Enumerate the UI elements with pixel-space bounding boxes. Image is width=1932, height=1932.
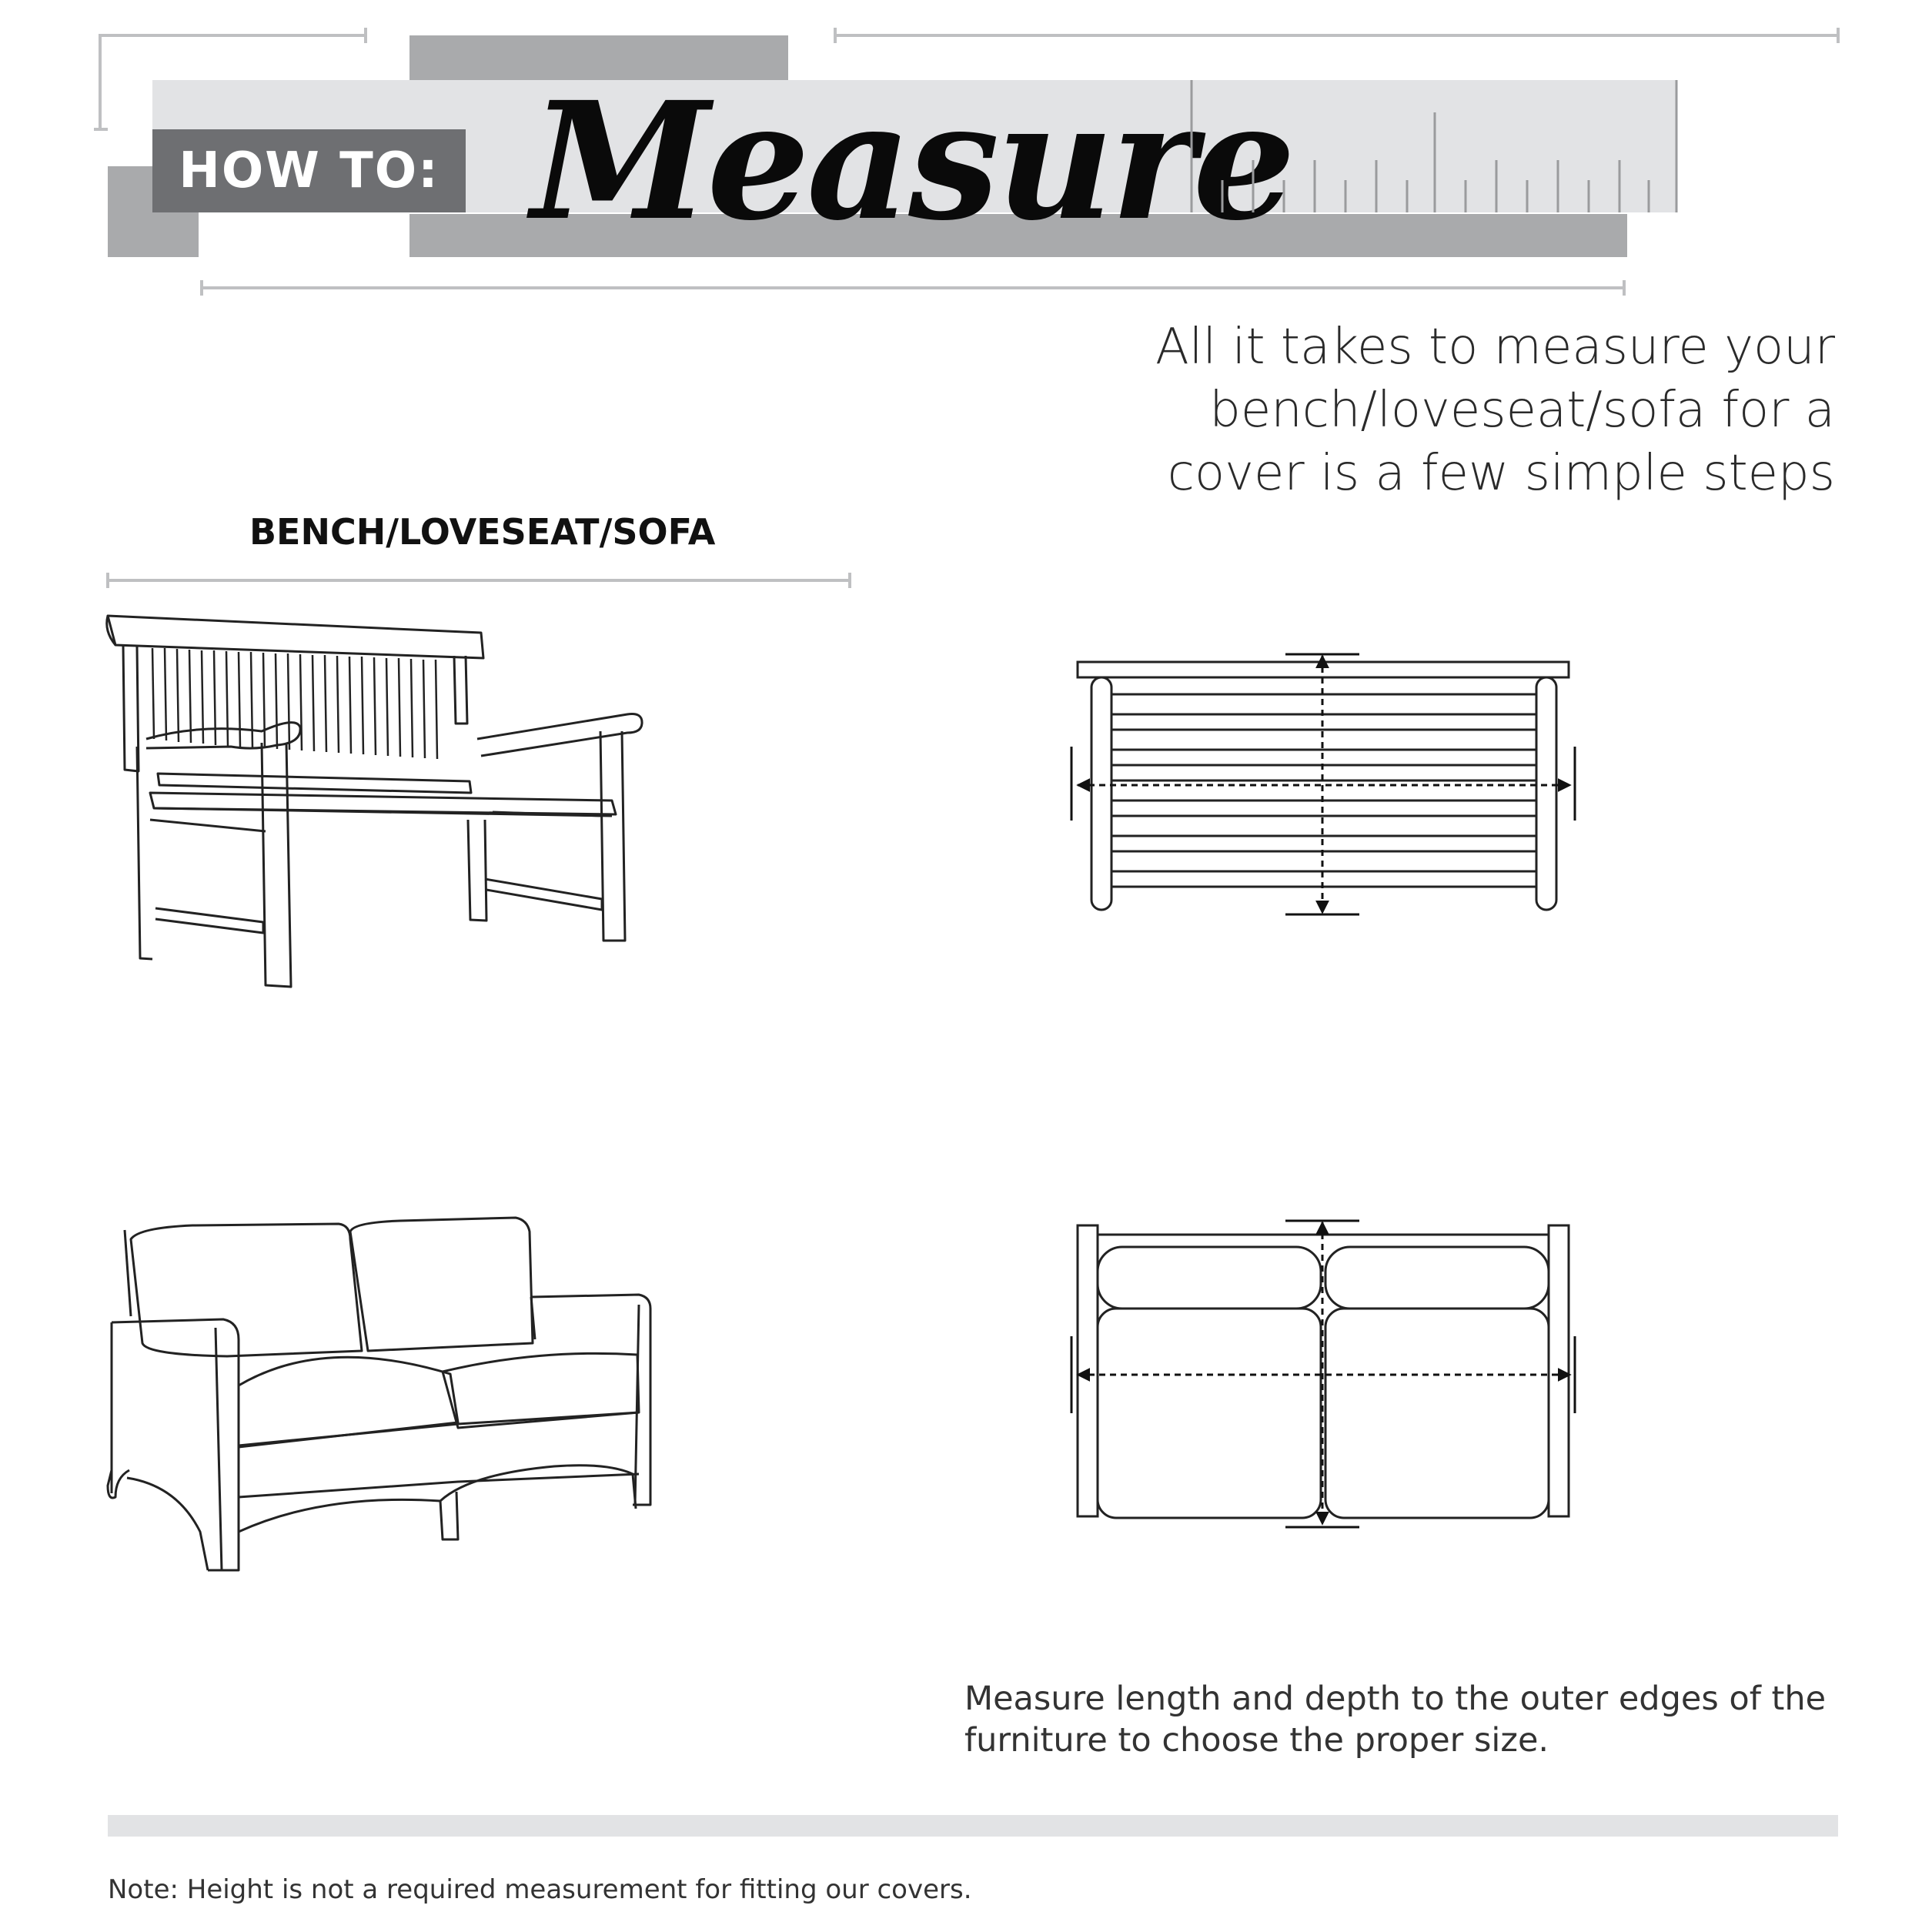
instruction-line-2: furniture to choose the proper size. — [964, 1721, 1549, 1760]
page-title: Measure — [531, 66, 1293, 256]
section-heading: BENCH/LOVESEAT/SOFA — [249, 511, 716, 553]
subtitle-line-1: All it takes to measure your bench/loveseat/sofa for a — [1155, 319, 1835, 439]
instruction-text — [964, 1678, 1850, 1761]
loveseat-illustration — [108, 1218, 650, 1570]
howto-label: HOW TO: — [152, 129, 466, 212]
footnote: Note: Height is not a required measurement for fitting our covers. — [108, 1874, 972, 1905]
footer-divider — [108, 1815, 1838, 1837]
bench-illustration — [107, 616, 642, 987]
instruction-line-1: Measure length and depth to the outer edges of the — [964, 1680, 1827, 1718]
subtitle-line-2: cover is a few simple steps — [1167, 445, 1835, 502]
loveseat-measure-arrows — [1071, 1221, 1575, 1527]
